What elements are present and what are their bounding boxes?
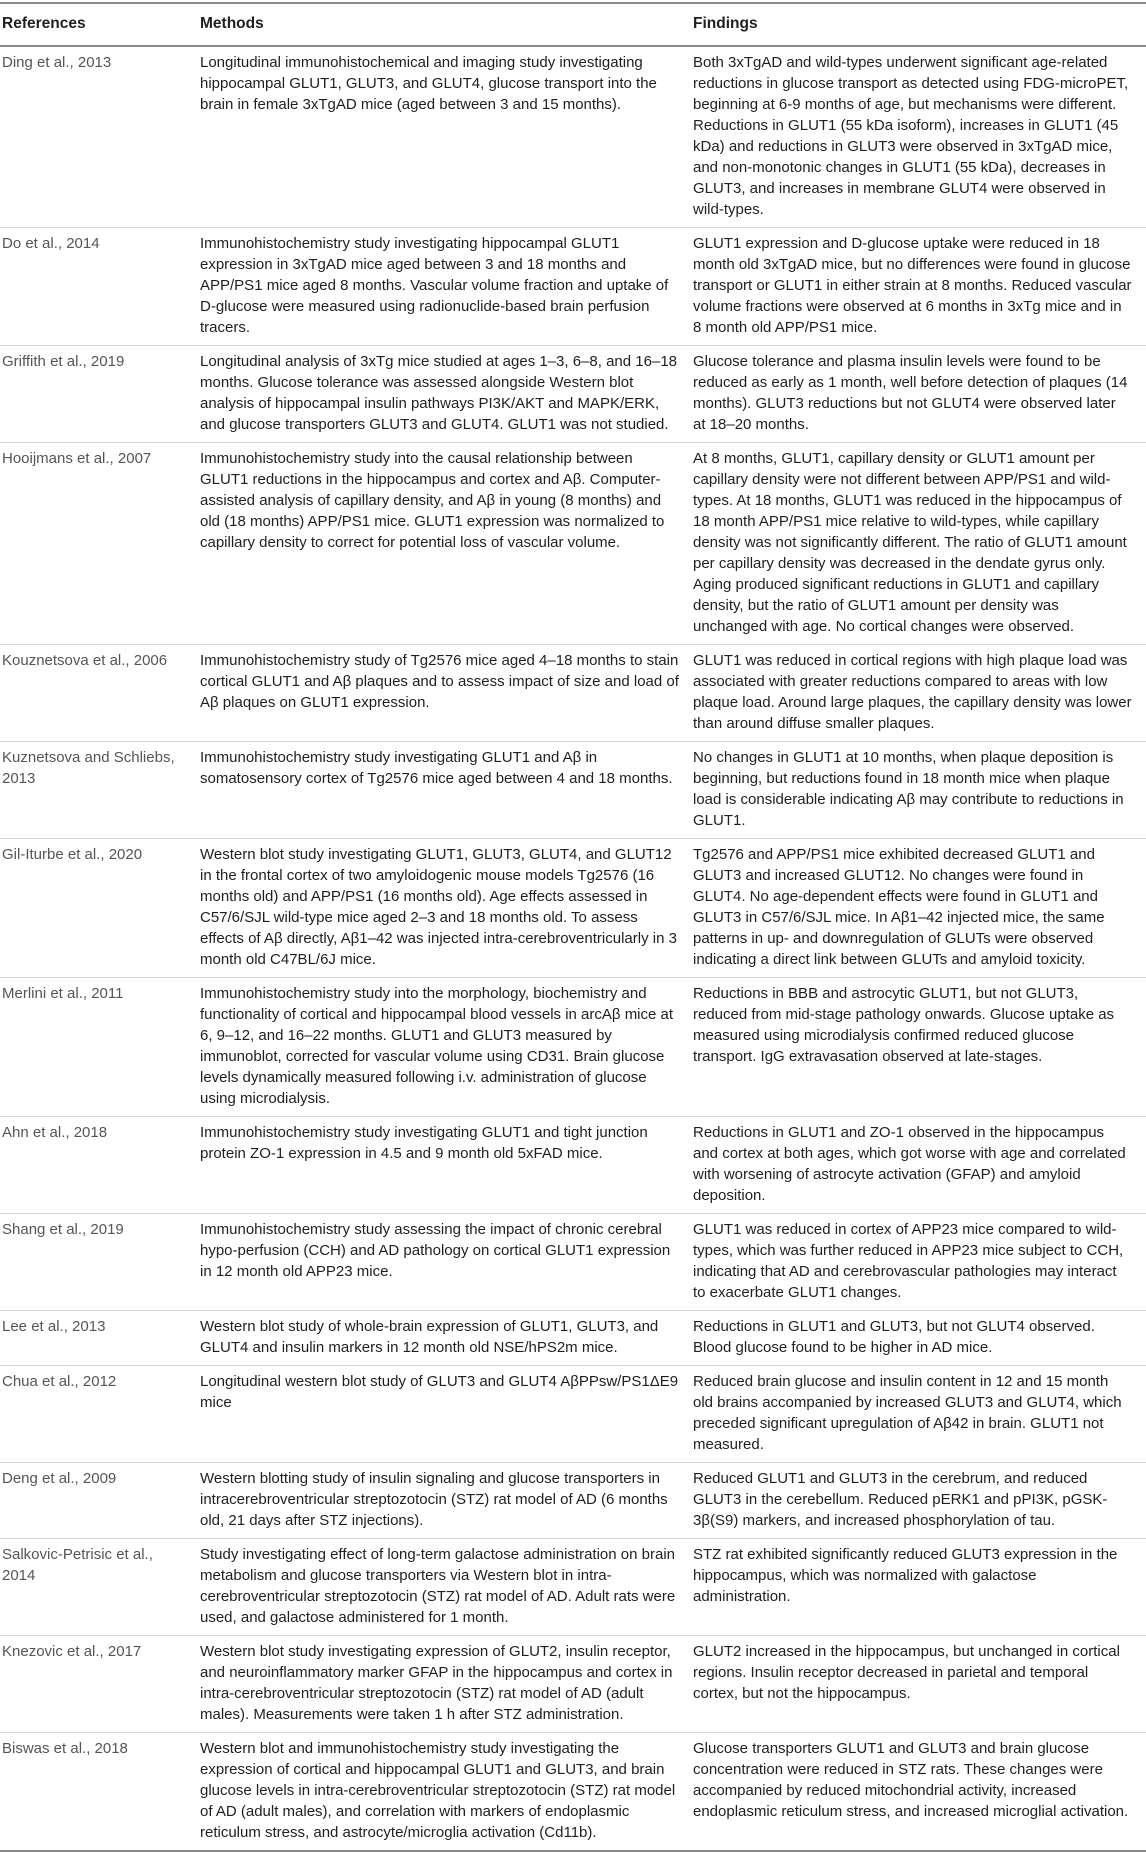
methods-cell: Longitudinal immunohistochemical and imaging study investigating hippocampal GLUT1, GLUT3, and GLUT4, glucose transport into the brain in female 3xTgAD mice (aged between 3 and 15 months). — [200, 54, 657, 113]
reference-cell: Gil-Iturbe et al., 2020 — [2, 846, 143, 863]
table-row — [0, 1214, 1146, 1311]
table-row — [0, 1117, 1146, 1214]
table-row — [0, 1311, 1146, 1366]
findings-cell: Glucose tolerance and plasma insulin levels were found to be reduced as early as 1 month, well before detection of plaques (14 months). GLUT3 reductions but not GLUT4 were observed later at 18–20 months. — [693, 353, 1128, 433]
table-row — [0, 645, 1146, 742]
reference-cell: Ding et al., 2013 — [2, 54, 112, 71]
header-row — [0, 3, 1146, 46]
reference-cell: Lee et al., 2013 — [2, 1318, 106, 1335]
findings-cell: Reductions in GLUT1 and ZO-1 observed in the hippocampus and cortex at both ages, which got worse with age and correlated with worsening of astrocyte activation (GFAP) and amyloid deposition. — [693, 1124, 1126, 1204]
table-row — [0, 228, 1146, 346]
findings-cell: STZ rat exhibited significantly reduced GLUT3 expression in the hippocampus, which was normalized with galactose administration. — [693, 1546, 1118, 1605]
reference-cell: Deng et al., 2009 — [2, 1470, 117, 1487]
table-row — [0, 1733, 1146, 1852]
findings-cell: GLUT2 increased in the hippocampus, but unchanged in cortical regions. Insulin receptor decreased in parietal and temporal cortex, but not the hippocampus. — [693, 1643, 1120, 1702]
reference-cell: Merlini et al., 2011 — [2, 985, 124, 1002]
methods-cell: Western blotting study of insulin signaling and glucose transporters in intracerebroventricular streptozotocin (STZ) rat model of AD (6 months old, 21 days after STZ injections). — [200, 1470, 668, 1529]
findings-cell: Glucose transporters GLUT1 and GLUT3 and brain glucose concentration were reduced in STZ rats. These changes were accompanied by reduced mitochondrial activity, increased endoplasmic reticulum stress, and increased microglial activation. — [693, 1740, 1129, 1820]
reference-cell: Shang et al., 2019 — [2, 1221, 124, 1238]
table-row — [0, 46, 1146, 228]
reference-cell: Kuznetsova and Schliebs, 2013 — [2, 749, 175, 787]
findings-cell: Reductions in BBB and astrocytic GLUT1, but not GLUT3, reduced from mid-stage pathology onwards. Glucose uptake as measured using microdialysis confirmed reduced glucose transport. IgG extravasation observed at late-stages. — [693, 985, 1115, 1065]
table-row — [0, 1463, 1146, 1539]
reference-cell: Kouznetsova et al., 2006 — [2, 652, 168, 669]
header-findings: Findings — [693, 15, 758, 32]
table-row — [0, 1366, 1146, 1463]
reference-cell: Griffith et al., 2019 — [2, 353, 125, 370]
reference-cell: Ahn et al., 2018 — [2, 1124, 108, 1141]
methods-cell: Western blot and immunohistochemistry study investigating the expression of cortical and hippocampal GLUT1 and GLUT3, and brain glucose levels in intra-cerebroventricular streptozotocin (STZ) rat model of AD (adult males), and correlation with markers of endoplasmic reticulum stress, and astrocyte/microglia activation (Cd11b). — [200, 1740, 676, 1841]
methods-cell: Immunohistochemistry study investigating hippocampal GLUT1 expression in 3xTgAD mice aged between 3 and 18 months and APP/PS1 mice aged 8 months. Vascular volume fraction and uptake of D-glucose were measured using radionuclide-based brain perfusion tracers. — [200, 235, 669, 336]
studies-table — [0, 2, 1146, 1852]
findings-cell: GLUT1 expression and D-glucose uptake were reduced in 18 month old 3xTgAD mice, but no differences were found in glucose transport or GLUT1 in either strain at 8 months. Reduced vascular volume fractions were observed at 6 months in 3xTg mice and in 8 month old APP/PS1 mice. — [693, 235, 1132, 336]
reference-cell: Do et al., 2014 — [2, 235, 100, 252]
findings-cell: No changes in GLUT1 at 10 months, when plaque deposition is beginning, but reductions found in 18 month mice when plaque load is considerable indicating Aβ may contribute to reductions in GLUT1. — [693, 749, 1124, 829]
methods-cell: Immunohistochemistry study into the causal relationship between GLUT1 reductions in the hippocampus and cortex and Aβ. Computer-assisted analysis of capillary density, and Aβ in young (8 months) and old (18 months) APP/PS1 mice. GLUT1 expression was normalized to capillary density to correct for potential loss of vascular volume. — [200, 450, 665, 551]
findings-cell: Reduced brain glucose and insulin content in 12 and 15 month old brains accompanied by increased GLUT3 and GLUT4, which preceded significant upregulation of Aβ42 in brain. GLUT1 not measured. — [693, 1373, 1122, 1453]
methods-cell: Longitudinal western blot study of GLUT3 and GLUT4 AβPPsw/PS1ΔE9 mice — [200, 1373, 679, 1411]
methods-cell: Longitudinal analysis of 3xTg mice studied at ages 1–3, 6–8, and 16–18 months. Glucose tolerance was assessed alongside Western blot analysis of hippocampal insulin pathways PI3K/AKT and MAPK/ERK, and glucose transporters GLUT3 and GLUT4. GLUT1 was not studied. — [200, 353, 677, 433]
findings-cell: Reductions in GLUT1 and GLUT3, but not GLUT4 observed. Blood glucose found to be higher in AD mice. — [693, 1318, 1095, 1356]
methods-cell: Immunohistochemistry study investigating GLUT1 and Aβ in somatosensory cortex of Tg2576 mice aged between 4 and 18 months. — [200, 749, 673, 787]
reference-cell: Knezovic et al., 2017 — [2, 1643, 142, 1660]
reference-cell: Chua et al., 2012 — [2, 1373, 117, 1390]
methods-cell: Study investigating effect of long-term galactose administration on brain metabolism and glucose transporters via Western blot in intra-cerebroventricular streptozotocin (STZ) rat model of AD. Adult rats were used, and galactose administered for 1 month. — [200, 1546, 676, 1626]
reference-cell: Hooijmans et al., 2007 — [2, 450, 152, 467]
methods-cell: Western blot study investigating expression of GLUT2, insulin receptor, and neuroinflammatory marker GFAP in the hippocampus and cortex in intra-cerebroventricular streptozotocin (STZ) rat model of AD (adult males). Measurements were taken 1 h after STZ administration. — [200, 1643, 673, 1723]
table-body — [0, 46, 1146, 1851]
methods-cell: Immunohistochemistry study assessing the impact of chronic cerebral hypo-perfusion (CCH) and AD pathology on cortical GLUT1 expression in 12 month old APP23 mice. — [200, 1221, 671, 1280]
reference-cell: Biswas et al., 2018 — [2, 1740, 128, 1757]
table-row — [0, 1636, 1146, 1733]
findings-cell: At 8 months, GLUT1, capillary density or GLUT1 amount per capillary density were not different between APP/PS1 and wild-types. At 18 months, GLUT1 was reduced in the hippocampus of 18 month APP/PS1 mice relative to wild-types, while capillary density was not significantly different. The ratio of GLUT1 amount per capillary density was decreased in the dendate gyrus only. Aging produced significant reductions in GLUT1 and capillary density, but the ratio of GLUT1 amount per density was unchanged with age. No cortical changes were observed. — [693, 450, 1127, 635]
methods-cell: Immunohistochemistry study of Tg2576 mice aged 4–18 months to stain cortical GLUT1 and Aβ plaques and to assess impact of size and load of Aβ plaques on GLUT1 expression. — [200, 652, 679, 711]
table-header — [0, 3, 1146, 46]
methods-cell: Western blot study of whole-brain expression of GLUT1, GLUT3, and GLUT4 and insulin markers in 12 month old NSE/hPS2m mice. — [200, 1318, 659, 1356]
table-row — [0, 839, 1146, 978]
findings-cell: GLUT1 was reduced in cortex of APP23 mice compared to wild-types, which was further reduced in APP23 mice subject to CCH, indicating that AD and cerebrovascular pathologies may interact to exacerbate GLUT1 changes. — [693, 1221, 1124, 1301]
methods-cell: Immunohistochemistry study investigating GLUT1 and tight junction protein ZO-1 expression in 4.5 and 9 month old 5xFAD mice. — [200, 1124, 648, 1162]
header-methods: Methods — [200, 15, 264, 32]
reference-cell: Salkovic-Petrisic et al., 2014 — [2, 1546, 153, 1584]
header-references: References — [2, 15, 86, 32]
findings-cell: Tg2576 and APP/PS1 mice exhibited decreased GLUT1 and GLUT3 and increased GLUT12. No changes were found in GLUT4. No age-dependent effects were found in GLUT1 and GLUT3 in C57/6/SJL mice. In Aβ1–42 injected mice, the same patterns in up- and downregulation of GLUTs were observed indicating a direct link between GLUTs and amyloid toxicity. — [693, 846, 1105, 968]
table-row — [0, 978, 1146, 1117]
table-row — [0, 346, 1146, 443]
table-row — [0, 443, 1146, 645]
table-row — [0, 1539, 1146, 1636]
table-row — [0, 742, 1146, 839]
findings-cell: Reduced GLUT1 and GLUT3 in the cerebrum, and reduced GLUT3 in the cerebellum. Reduced pERK1 and pPI3K, pGSK-3β(S9) markers, and increased phosphorylation of tau. — [693, 1470, 1108, 1529]
methods-cell: Western blot study investigating GLUT1, GLUT3, GLUT4, and GLUT12 in the frontal cortex of two amyloidogenic mouse models Tg2576 (16 months old) and APP/PS1 (16 months old). Age effects assessed in C57/6/SJL wild-type mice aged 2–3 and 18 months old. To assess effects of Aβ directly, Aβ1–42 was injected intra-cerebroventricularly in 3 month old C47BL/6J mice. — [200, 846, 677, 968]
methods-cell: Immunohistochemistry study into the morphology, biochemistry and functionality of cortical and hippocampal blood vessels in arcAβ mice at 6, 9–12, and 16–22 months. GLUT1 and GLUT3 measured by immunoblot, corrected for vascular volume using CD31. Brain glucose levels dynamically measured following i.v. administration of glucose using microdialysis. — [200, 985, 674, 1107]
findings-cell: GLUT1 was reduced in cortical regions with high plaque load was associated with greater reductions compared to areas with low plaque load. Around large plaques, the capillary density was lower than around diffuse smaller plaques. — [693, 652, 1132, 732]
findings-cell: Both 3xTgAD and wild-types underwent significant age-related reductions in glucose transport as detected using FDG-microPET, beginning at 6-9 months of age, but mechanisms were different. Reductions in GLUT1 (55 kDa isoform), increases in GLUT1 (45 kDa) and reductions in GLUT3 were observed in 3xTgAD mice, and non-monotonic changes in GLUT1 (55 kDa), decreases in GLUT3, and increases in membrane GLUT4 were observed in wild-types. — [693, 54, 1129, 218]
